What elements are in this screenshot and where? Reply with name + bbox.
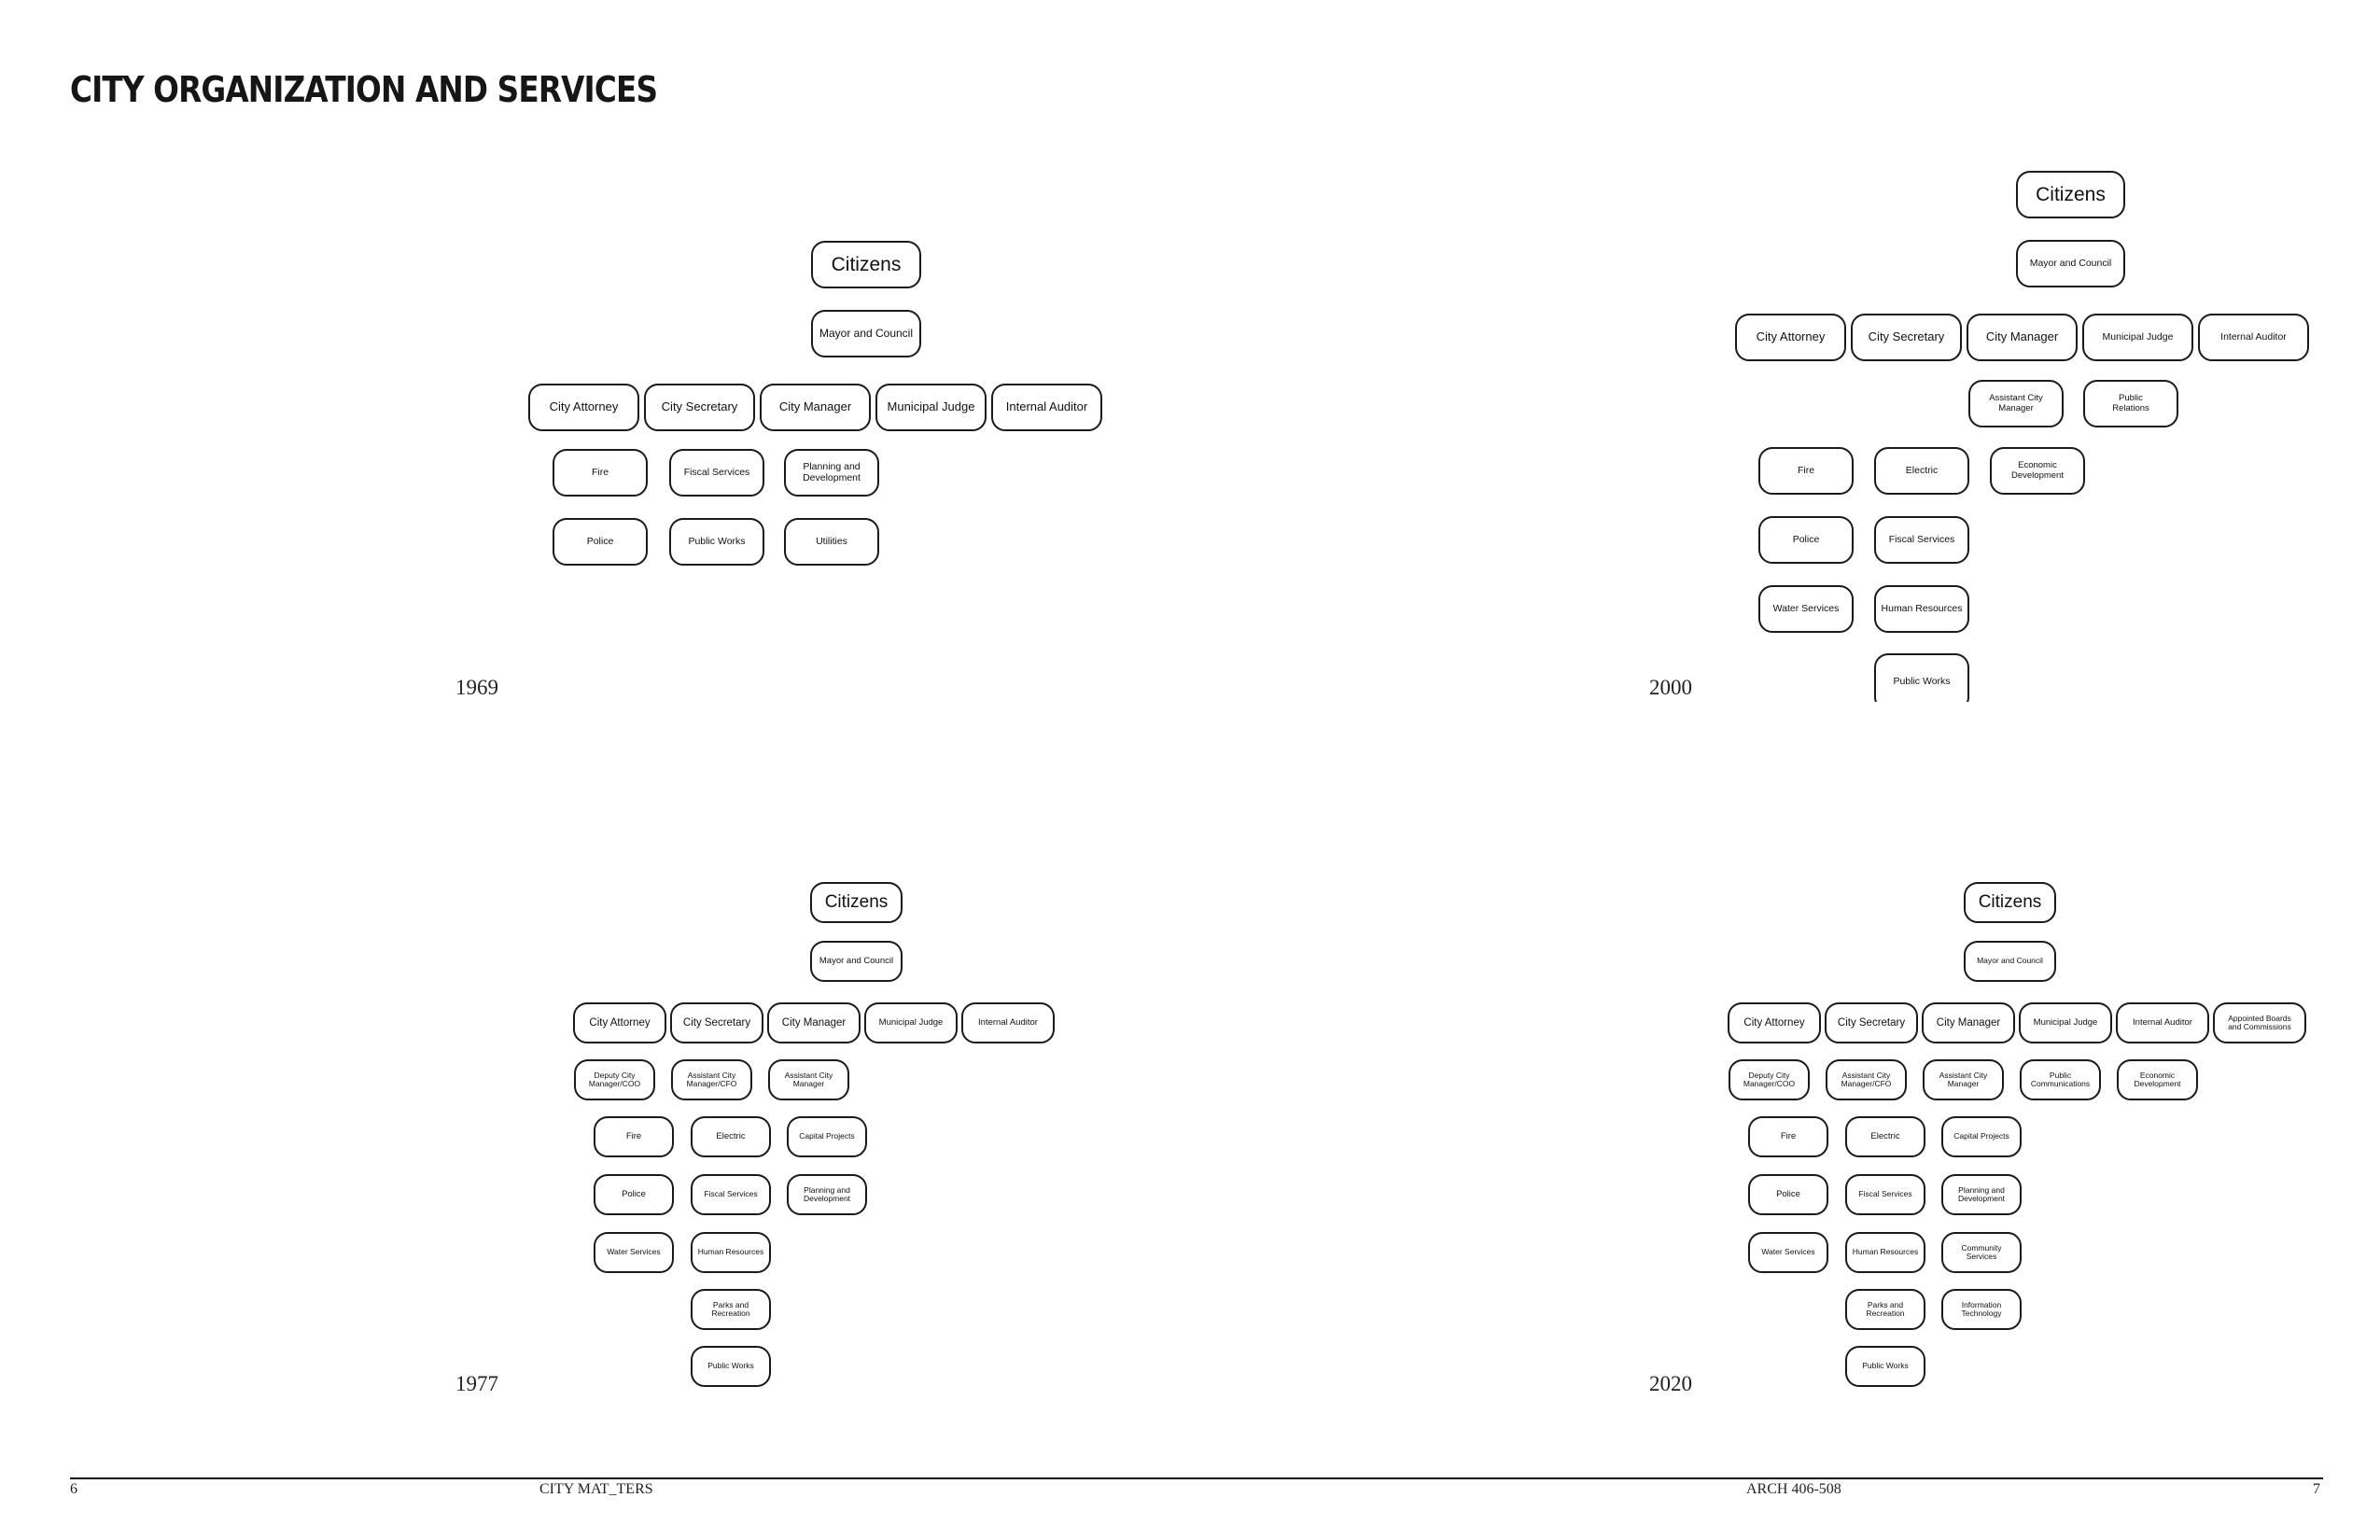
fire-node: Fire [1758,447,1854,495]
year-label-1977: 1977 [455,1372,498,1395]
footer-rule [70,1477,2323,1479]
planning-development-node: Planning and Development [787,1174,867,1215]
human-resources-node: Human Resources [1845,1232,1925,1273]
municipal-judge-node: Municipal Judge [875,384,987,431]
city-attorney-node: City Attorney [528,384,639,431]
internal-auditor-node: Internal Auditor [961,1002,1055,1043]
municipal-judge-node: Municipal Judge [864,1002,958,1043]
internal-auditor-node: Internal Auditor [2116,1002,2209,1043]
left-page-number: 6 [70,1481,77,1497]
police-node: Police [594,1174,674,1215]
human-resources-node: Human Resources [1874,585,1969,633]
city-secretary-node: City Secretary [1825,1002,1918,1043]
mayor-council-node: Mayor and Council [2016,240,2125,287]
page-title: CITY ORGANIZATION AND SERVICES [70,69,658,110]
police-node: Police [1758,516,1854,564]
public-works-node: Public Works [691,1346,771,1387]
city-manager-node: City Manager [1922,1002,2015,1043]
city-attorney-node: City Attorney [1728,1002,1821,1043]
capital-projects-node: Capital Projects [787,1116,867,1157]
economic-development-node: Economic Development [1990,447,2085,495]
public-communications-node: Public Communications [2020,1059,2101,1100]
water-services-node: Water Services [594,1232,674,1273]
mayor-council-node: Mayor and Council [1964,941,2056,982]
city-secretary-node: City Secretary [644,384,755,431]
police-node: Police [1748,1174,1828,1215]
public-works-node: Public Works [1845,1346,1925,1387]
clipped-box-region [1867,644,1988,702]
right-running-title: ARCH 406-508 [1746,1481,1841,1497]
city-attorney-node: City Attorney [573,1002,666,1043]
citizens-node: Citizens [1964,882,2056,923]
assistant-city-manager-cfo-node: Assistant City Manager/CFO [1826,1059,1907,1100]
citizens-node: Citizens [811,241,921,288]
deputy-city-manager-node: Deputy City Manager/COO [1729,1059,1810,1100]
assistant-city-manager-node: Assistant City Manager [1968,380,2064,427]
municipal-judge-node: Municipal Judge [2082,314,2193,361]
city-secretary-node: City Secretary [1851,314,1962,361]
right-page-number: 7 [2313,1481,2320,1497]
water-services-node: Water Services [1758,585,1854,633]
assistant-city-manager-node: Assistant City Manager [1923,1059,2004,1100]
city-manager-node: City Manager [767,1002,861,1043]
citizens-node: Citizens [2016,171,2125,218]
utilities-node: Utilities [784,518,879,566]
fiscal-services-node: Fiscal Services [669,449,764,497]
parks-recreation-node: Parks and Recreation [691,1289,771,1330]
public-works-node: Public Works [669,518,764,566]
electric-node: Electric [691,1116,771,1157]
fiscal-services-node: Fiscal Services [691,1174,771,1215]
capital-projects-node: Capital Projects [1941,1116,2022,1157]
public-works-node: Public Works [1874,653,1969,702]
internal-auditor-node: Internal Auditor [2198,314,2309,361]
planning-development-node: Planning and Development [784,449,879,497]
mayor-council-node: Mayor and Council [811,310,921,357]
fire-node: Fire [553,449,648,497]
mayor-council-node: Mayor and Council [810,941,903,982]
police-node: Police [553,518,648,566]
fiscal-services-node: Fiscal Services [1874,516,1969,564]
fire-node: Fire [1748,1116,1828,1157]
appointed-boards-node: Appointed Boards and Commissions [2213,1002,2306,1043]
left-running-title: CITY MAT_TERS [539,1481,653,1497]
assistant-city-manager-node: Assistant City Manager [768,1059,849,1100]
parks-recreation-node: Parks and Recreation [1845,1289,1925,1330]
year-label-2000: 2000 [1649,676,1692,699]
city-manager-node: City Manager [1967,314,2078,361]
year-label-1969: 1969 [455,676,498,699]
human-resources-node: Human Resources [691,1232,771,1273]
fire-node: Fire [594,1116,674,1157]
year-label-2020: 2020 [1649,1372,1692,1395]
economic-development-node: Economic Development [2117,1059,2198,1100]
city-secretary-node: City Secretary [670,1002,763,1043]
information-technology-node: Information Technology [1941,1289,2022,1330]
community-services-node: Community Services [1941,1232,2022,1273]
planning-development-node: Planning and Development [1941,1174,2022,1215]
city-manager-node: City Manager [760,384,871,431]
deputy-city-manager-node: Deputy City Manager/COO [574,1059,655,1100]
assistant-city-manager-cfo-node: Assistant City Manager/CFO [671,1059,752,1100]
city-attorney-node: City Attorney [1735,314,1846,361]
internal-auditor-node: Internal Auditor [991,384,1102,431]
public-relations-node: Public Relations [2083,380,2178,427]
citizens-node: Citizens [810,882,903,923]
fiscal-services-node: Fiscal Services [1845,1174,1925,1215]
electric-node: Electric [1874,447,1969,495]
electric-node: Electric [1845,1116,1925,1157]
municipal-judge-node: Municipal Judge [2019,1002,2112,1043]
water-services-node: Water Services [1748,1232,1828,1273]
